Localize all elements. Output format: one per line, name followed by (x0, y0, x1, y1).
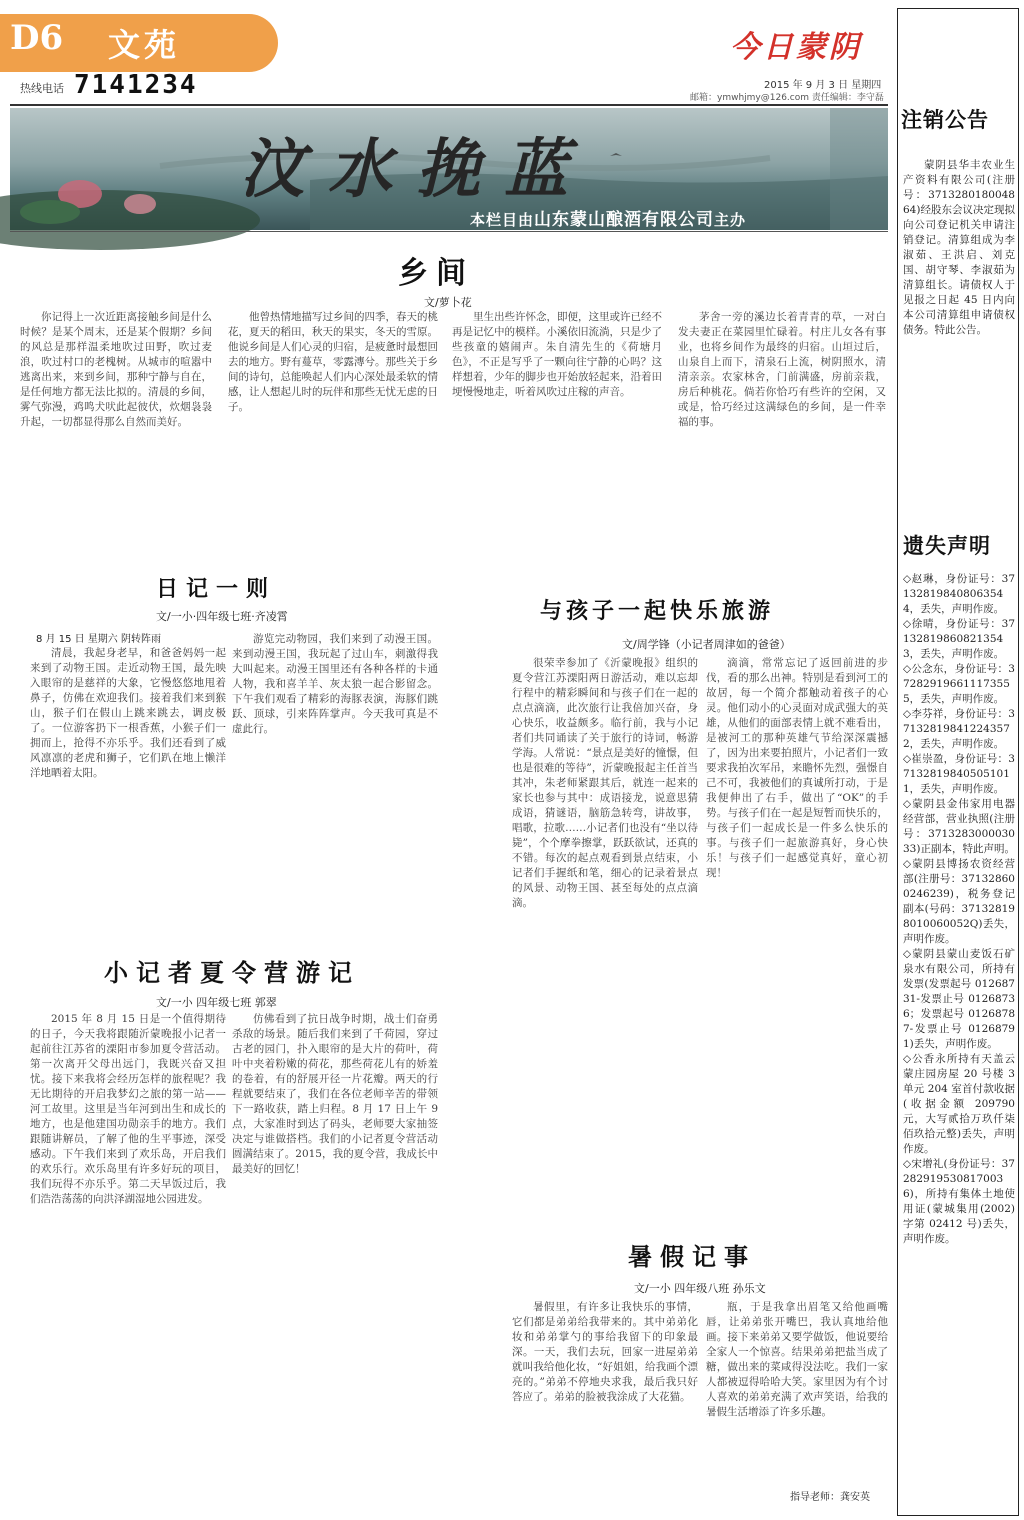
article-title-riji: 日记一则 (156, 576, 277, 602)
banner-divider (10, 231, 888, 232)
lost-item: ◇蒙阴县金伟家用电器经营部，营业执照(注册号：371328300003033)正副本，特此声明。 (903, 798, 1015, 855)
byline-shujia: 文/一小 四年级八班 孙乐文 (634, 1282, 766, 1295)
section-name: 文苑 (108, 26, 181, 64)
lost-item: ◇李芬祥，身份证号：371328198412243572，丢失，声明作废。 (903, 708, 1015, 750)
lost-item: ◇公念东，身份证号：372829196611173555，丢失，声明作废。 (903, 663, 1015, 705)
article-body-xiangjian-2: 他曾热情地描写过乡间的四季，春天的桃花，夏天的稻田，秋天的果实，冬天的雪原。他说乡间是人们心灵的归宿，是疲惫时最想回去的地方。野有蔓草，零露漙兮。那些关于乡间的诗句，总能唤起人们内心深处最柔软的情感，让人想起儿时的玩伴和那些无忧无虑的日子。 (228, 311, 438, 413)
article-title-xiangjian: 乡间 (398, 256, 474, 291)
lost-notice-title: 遗失声明 (903, 534, 991, 558)
newspaper-logo: 今日蒙阴 (730, 30, 862, 65)
lost-item: ◇公香永所持有天盖云蒙庄园房屋 20 号楼 3 单元 204 室首付款收据(收据金额 209790 元，大写贰拾万玖仟柒佰玖拾元整)丢失，声明作废。 (903, 1053, 1015, 1155)
byline-xiangjian: 文/萝卜花 (424, 296, 472, 309)
lost-item: ◇蒙阴县蒙山麦饭石矿泉水有限公司，所持有发票(发票起号 01268731-发票止号 01268736；发票起号 01268787-发票止号 01268791)丢失，声明作废。 (903, 948, 1015, 1050)
hotline-number: 7141234 (74, 70, 198, 100)
hotline-label: 热线电话 (20, 82, 64, 95)
article-title-xiaojizhe: 小记者夏令营游记 (104, 958, 360, 987)
article-body-xiaojizhe-1: 2015 年 8 月 15 日是一个值得期待的日子，今天我将跟随沂蒙晚报小记者一起前往江苏省的溧阳市参加夏令营活动。第一次离开父母出远门，我既兴奋又担忧。接下来我将会经历怎样的旅程呢？我无比期待的开启我梦幻之旅的第一站——河工故里。这里是当年河到出生和成长的地方，也是他建国功勋亲手的地方。我们跟随讲解员，了解了他的生平事迹，深受感动。下午我们来到了欢乐岛，开启我们的欢乐行。欢乐岛里有许多好玩的项目，我们玩得不亦乐乎。第二天早饭过后，我们浩浩荡荡的向洪泽湖湿地公园进发。 (30, 1013, 226, 1205)
article-body-xiangjian-1: 你记得上一次近距离接触乡间是什么时候？是某个周末，还是某个假期？乡间的风总是那样温柔地吹过田野，吹过麦浪，吹过村口的老槐树。从城市的喧嚣中逃离出来，来到乡间，那种宁静与自在，是任何地方都无法比拟的。清晨的乡间，雾气弥漫，鸡鸣犬吠此起彼伏，炊烟袅袅升起，一切都显得那么自然而美好。 (20, 311, 212, 428)
lost-item: ◇宋增礼(身份证号：372829195308170036)，所持有集体土地使用证(蒙城集用(2002)字第 02412 号)丢失，声明作废。 (903, 1158, 1015, 1245)
article-title-haizi: 与孩子一起快乐旅游 (540, 598, 775, 624)
article-body-shujia-1: 暑假里，有许多让我快乐的事情，它们都是弟弟给我带来的。其中弟弟化妆和弟弟掌勺的事给我留下的印象最深。一天，我们去玩，回家一进屋弟弟就叫我给他化妆，“好姐姐，给我画个漂亮的。”弟弟不停地央求我，最后我只好答应了。弟弟的脸被我涂成了大花猫。 (512, 1301, 698, 1403)
lost-item: ◇蒙阴县博扬农资经营部(注册号：371328600246239)，税务登记副本(号码：371328198010060052Q)丢失，声明作废。 (903, 858, 1015, 945)
diary-dateline: 8 月 15 日 星期六 阴转阵雨 (36, 634, 161, 645)
article-body-xiangjian-4: 茅舍一旁的溪边长着青青的草，一对白发夫妻正在菜园里忙碌着。村庄儿女各有事业，也将乡间作为最终的归宿。山垣过后，山泉自上而下，清泉石上流，树阴照水，清清亲亲。农家林舍，门前满盛，房前亲栽，房后种桃花。倘若你恰巧有些许的空闲，又或是，恰巧经过这满绿色的乡间，是一件幸福的事。 (678, 311, 886, 428)
article-body-shujia-2: 瓶，于是我拿出眉笔又给他画嘴唇，让弟弟张开嘴巴，我认真地给他画。接下来弟弟又要学做饭，他说要给全家人一个惊喜。结果弟弟把盐当成了糖，做出来的菜咸得没法吃。我们一家人都被逗得哈哈大笑。家里因为有个讨人喜欢的弟弟充满了欢声笑语，给我的暑假生活增添了许多乐趣。 (706, 1301, 888, 1418)
teacher-credit: 指导老师：龚安英 (790, 1492, 870, 1503)
notice-title: 注销公告 (901, 108, 989, 132)
header-divider (10, 104, 888, 106)
article-body-haizi-1: 很荣幸参加了《沂蒙晚报》组织的夏令营江苏溧阳两日游活动，难以忘却行程中的精彩瞬间和与孩子们在一起的点点滴滴，此次旅行让我倍加兴奋，身心快乐，收益颇多。临行前，我与小记者们共同诵读了关于旅行的诗词，畅游学海。人常说：“景点是美好的憧憬，但也是很难的等待”，沂蒙晚报起主任首当其冲，朱老师紧跟其后，就连一起来的家长也参与其中：成语接龙，说意思猜成语，猜谜语，脑筋急转弯，讲故事，唱歌，拉歌……小记者们也没有“坐以待毙”，个个摩拳擦掌，跃跃欲试，还真的不错。每次的起点观看到景点结束，小记者们手握纸和笔，细心的记录着景点的风景、动物王国、甚至每处的点点滴滴。 (512, 657, 698, 909)
column-title: 汶水挽蓝 (240, 132, 592, 207)
article-title-shujia: 暑假记事 (628, 1242, 756, 1271)
lost-item: ◇崔崇盈，身份证号：371328198405051011，丢失，声明作废。 (903, 753, 1015, 795)
column-sponsor: 本栏目由山东蒙山酿酒有限公司主办 (470, 210, 747, 230)
byline-riji: 文/一小·四年级七班·齐凌霄 (156, 610, 288, 623)
issue-date: 2015 年 9 月 3 日 星期四 (764, 80, 882, 91)
article-body-xiaojizhe-2: 仿佛看到了抗日战争时期，战士们奋勇杀敌的场景。随后我们来到了千荷园，穿过古老的园门，扑入眼帘的是大片的荷叶，荷叶中夹着粉嫩的荷花，那些荷花儿有的娇羞的卷着，有的舒展开径一片花瓣。两天的行程就要结束了，我们在各位老师辛苦的带领下一路收获，踏上归程。8 月 17 日上午 9 点，大家准时到达了码头，老师要大家抽签决定与谁做搭档。我们的小记者夏令营活动圆满结束了。2015，我的夏令营，我成长中最美好的回忆！ (232, 1013, 438, 1175)
lost-items-list (903, 572, 1015, 1245)
article-body-riji-2: 游览完动物园，我们来到了动漫王国。来到动漫王国，我玩起了过山车，刺激得我大叫起来。动漫王国里还有各种各样的卡通人物，我和喜羊羊、灰太狼一起合影留念。下午我们观看了精彩的海豚表演，海豚们跳跃、顶球，引来阵阵掌声。今天我可真是不虚此行。 (232, 633, 438, 735)
byline-xiaojizhe: 文/一小 四年级七班 郭翠 (156, 996, 277, 1009)
cancellation-notice-text: 蒙阴县华丰农业生产资料有限公司(注册号：371328018004864)经股东会议决定现拟向公司登记机关申请注销登记。清算组成为李淑茹、王洪启、刘克国、胡守琴、李淑茹为清算组长。请债权人于见报之日起 45 日内向本公司清算组申请债权债务。特此公告。 (903, 159, 1015, 336)
page-number: D6 (10, 18, 64, 58)
byline-haizi: 文/周学锋（小记者周津如的爸爸） (622, 638, 791, 651)
article-body-riji-1: 清晨，我起身老早，和爸爸妈妈一起来到了动物王国。走近动物王国，最先映入眼帘的是慈祥的大象，它慢悠悠地甩着鼻子，仿佛在欢迎我们。接着我们来到猴山，猴子们在假山上跳来跳去，调皮极了。一位游客扔下一根香蕉，小猴子们一拥而上，抢得不亦乐乎。我们还看到了威风凛凛的老虎和狮子，它们趴在地上懒洋洋地晒着太阳。 (30, 647, 226, 779)
editor-email: 邮箱：ymwhjmy@126.com 责任编辑：李守磊 (690, 93, 884, 103)
lost-item: ◇徐晴，身份证号：371328198608213543，丢失，声明作废。 (903, 618, 1015, 660)
article-body-haizi-2: 滴滴，常常忘记了返回前进的步伐，看的那么出神。特别是看到河工的故居，每一个简介都触动着孩子的心灵。他们动小的心灵面对成武强大的英雄，从他们的面部表情上就不难看出，是被河工的那种英雄气节给深深震撼了，因为出来要拍照片，小记者们一致要求我拍次军吊，来瞻怀先烈，强憬自己不可，我被他们的真诚所打动，于是我便伸出了右手，做出了“OK”的手势。与孩子们在一起是短暂而快乐的，与孩子们一起成长是一件多么快乐的事。与孩子们一起旅游真好，身心快乐！与孩子们一起感觉真好，童心初现！ (706, 657, 888, 879)
article-body-xiangjian-3: 里生出些许怀念，即便，这里或许已经不再是记忆中的模样。小溪依旧流淌，只是少了些孩童的嬉闹声。朱自清先生的《荷塘月色》，不正是写乎了一颗向往宁静的心吗？这样想着，少年的脚步也开始放轻起来，沿着田埂慢慢地走，听着风吹过庄稼的声音。 (452, 311, 662, 398)
lost-item: ◇赵琳，身份证号：371328198408063544，丢失，声明作废。 (903, 573, 1015, 615)
